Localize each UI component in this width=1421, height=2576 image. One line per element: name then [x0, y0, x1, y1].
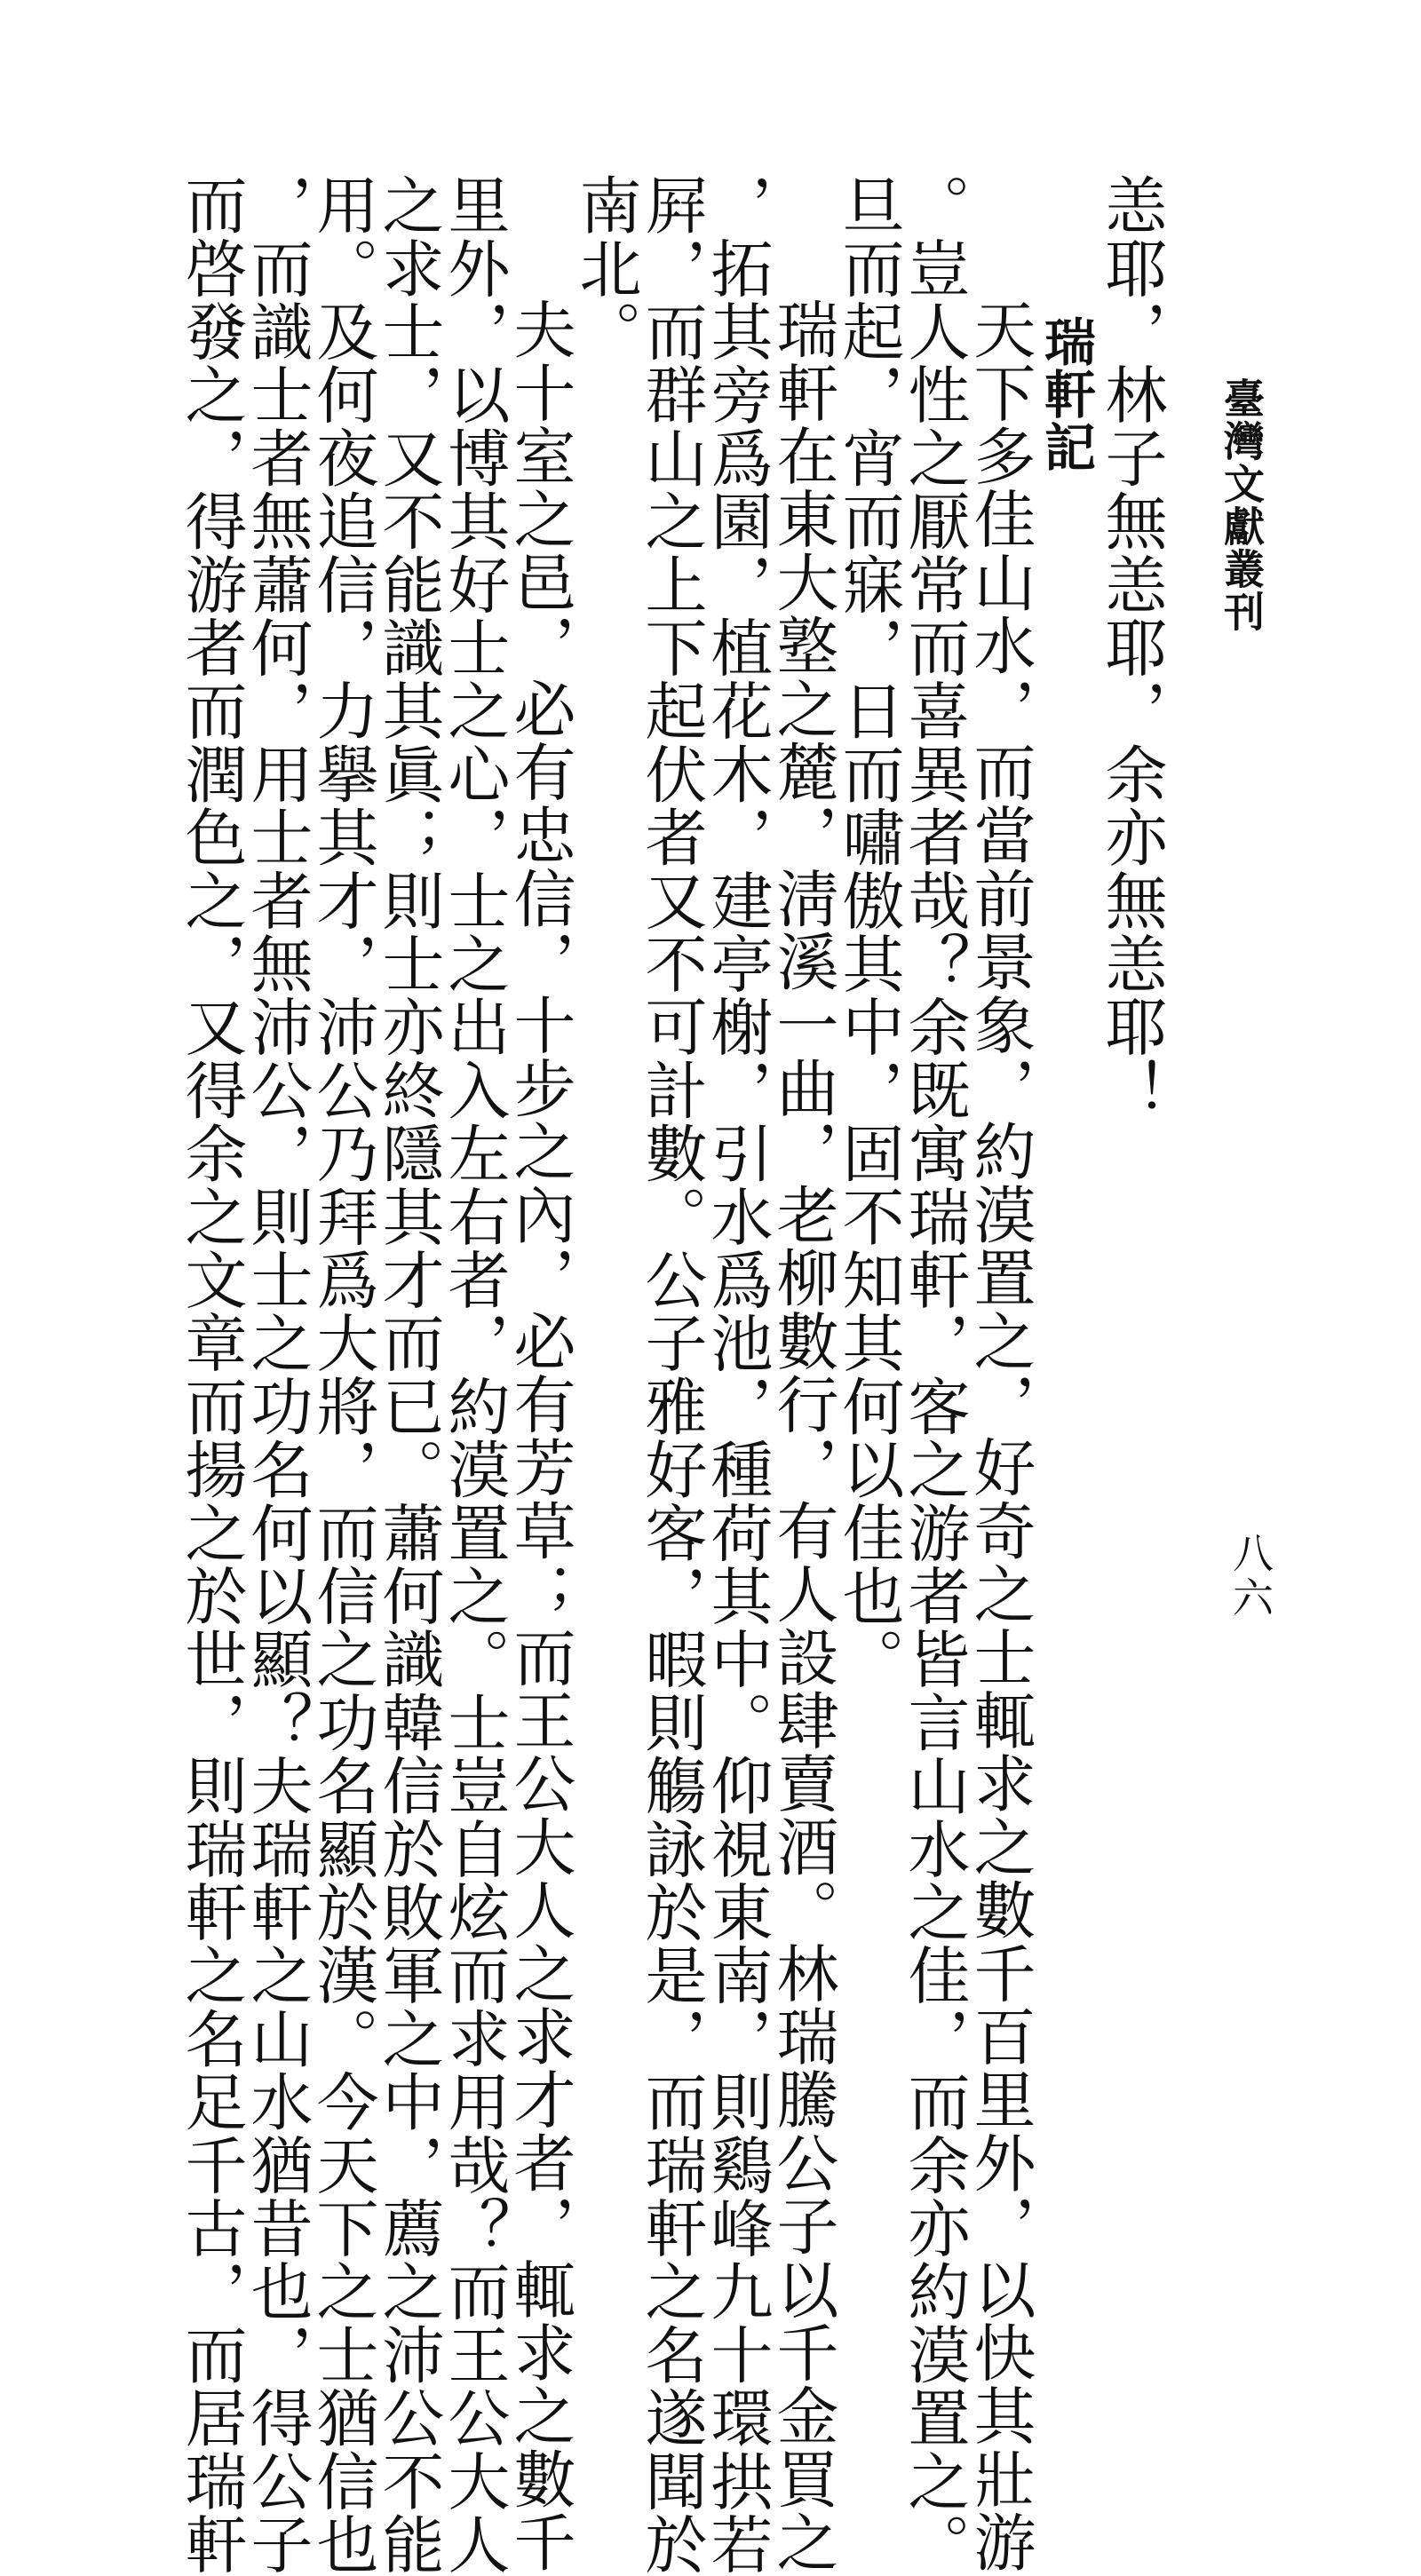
text-column: 之求士，又不能識其眞；則士亦終隱其才而已。蕭何識韓信於敗軍之中，薦之沛公不能 [372, 173, 445, 2576]
text-column: ，而識士者無蕭何，用士者無沛公，則士之功名何以顯？夫瑞軒之山水猶昔也，得公子 [241, 173, 314, 2576]
text-column: 瑞軒在東大墪之麓，淸溪一曲，老柳數行，有人設肆賣酒。林瑞騰公子以千金買之 [766, 297, 839, 2574]
text-column: ，拓其旁爲園，植花木，建亭榭，引水爲池，種荷其中。仰視東南，則鷄峰九十環拱若 [701, 173, 774, 2576]
text-column: 南北。 [569, 173, 642, 363]
text-column: 旦而起，宵而寐，日而嘯傲其中，固不知其何以佳也。 [832, 173, 905, 1691]
text-column: 屛，而群山之上下起伏者又不可計數。公子雅好客，暇則觴詠於是，而瑞軒之名遂聞於 [635, 173, 708, 2576]
text-column: 用。及何夜追信，力擧其才，沛公乃拜爲大將，而信之功名顯於漢。今天下之士猶信也 [306, 173, 379, 2576]
section-title: 瑞軒記 [1036, 315, 1096, 473]
body-text [175, 173, 1168, 2576]
page-number: 八六 [1227, 1532, 1274, 1621]
text-column: 恙耶，林子無恙耶，余亦無恙耶！ [1095, 173, 1168, 1122]
text-column: 天下多佳山水，而當前景象，約漠置之，好奇之士輒求之數千百里外，以快其壯游 [964, 297, 1036, 2574]
running-title: 臺灣文獻叢刊 [1218, 377, 1266, 633]
text-column: 而啓發之，得游者而潤色之，又得余之文章而揚之於世，則瑞軒之名足千古，而居瑞軒 [175, 173, 248, 2576]
text-column: 夫十室之邑，必有忠信，十步之內，必有芳草；而王公大人之求才者，輒求之數千 [504, 297, 576, 2574]
text-column: 里外，以博其好士之心，士之出入左右者，約漠置之。士豈自炫而求用哉？而王公大人 [438, 173, 511, 2576]
text-column: 。豈人性之厭常而喜異者哉？余既寓瑞軒，客之游者皆言山水之佳，而余亦約漠置之。 [898, 173, 971, 2576]
